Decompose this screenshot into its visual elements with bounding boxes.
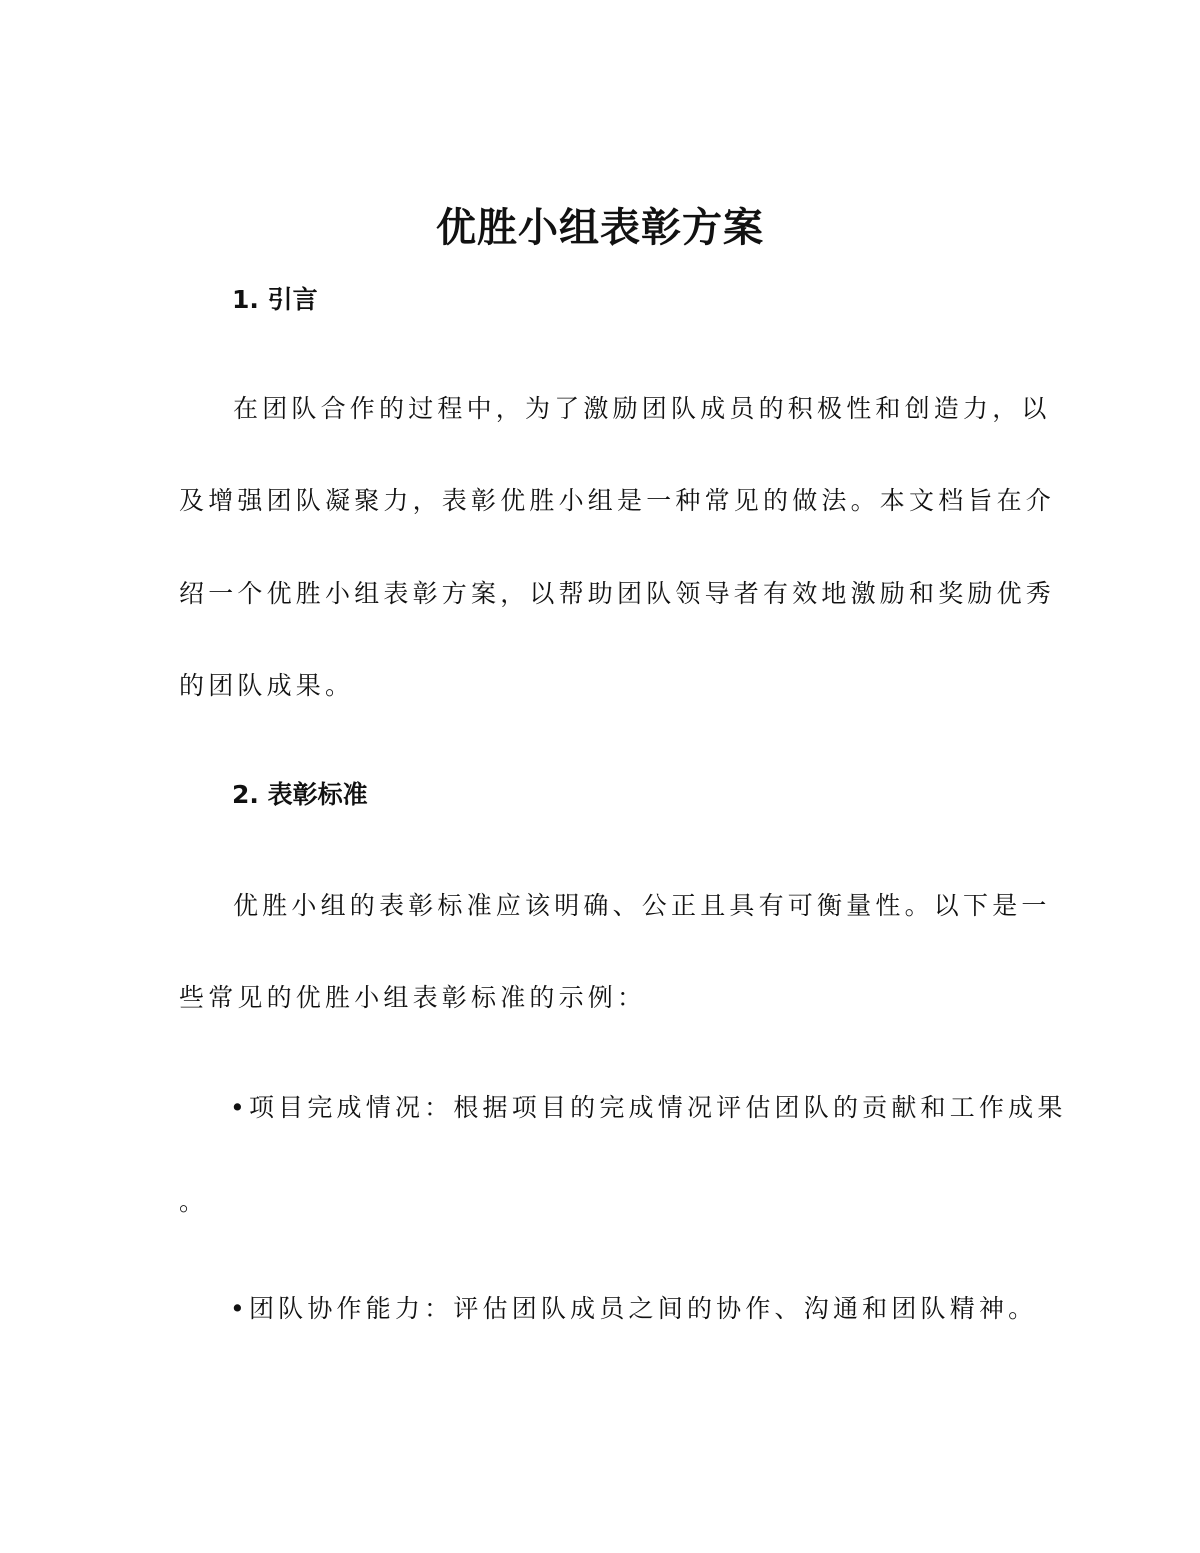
bullet-text: 项目完成情况：根据项目的完成情况评估团队的贡献和工作成果: [248, 1093, 1067, 1122]
bullet-marker: •: [230, 1294, 249, 1323]
paragraph-line: 及增强团队凝聚力，表彰优胜小组是一种常见的做法。本文档旨在介: [179, 486, 1056, 515]
bullet-continuation: 。: [179, 1187, 209, 1216]
paragraph-line: 优胜小组的表彰标准应该明确、公正且具有可衡量性。以下是一: [233, 891, 1051, 920]
bullet-item-project-completion: [230, 1088, 1067, 1128]
paragraph-line: 在团队合作的过程中，为了激励团队成员的积极性和创造力，以: [233, 394, 1051, 423]
paragraph-line: 些常见的优胜小组表彰标准的示例：: [179, 983, 647, 1012]
paragraph-line: 绍一个优胜小组表彰方案，以帮助团队领导者有效地激励和奖励优秀: [179, 579, 1056, 608]
bullet-text: 团队协作能力：评估团队成员之间的协作、沟通和团队精神。: [248, 1294, 1038, 1323]
bullet-item-team-collaboration: [230, 1289, 1037, 1329]
document-title: 优胜小组表彰方案: [436, 205, 764, 251]
section-heading-award-criteria: 2. 表彰标准: [232, 780, 368, 809]
section-heading-introduction: 1. 引言: [232, 285, 318, 314]
paragraph-line: 的团队成果。: [179, 671, 355, 700]
bullet-marker: •: [230, 1093, 249, 1122]
